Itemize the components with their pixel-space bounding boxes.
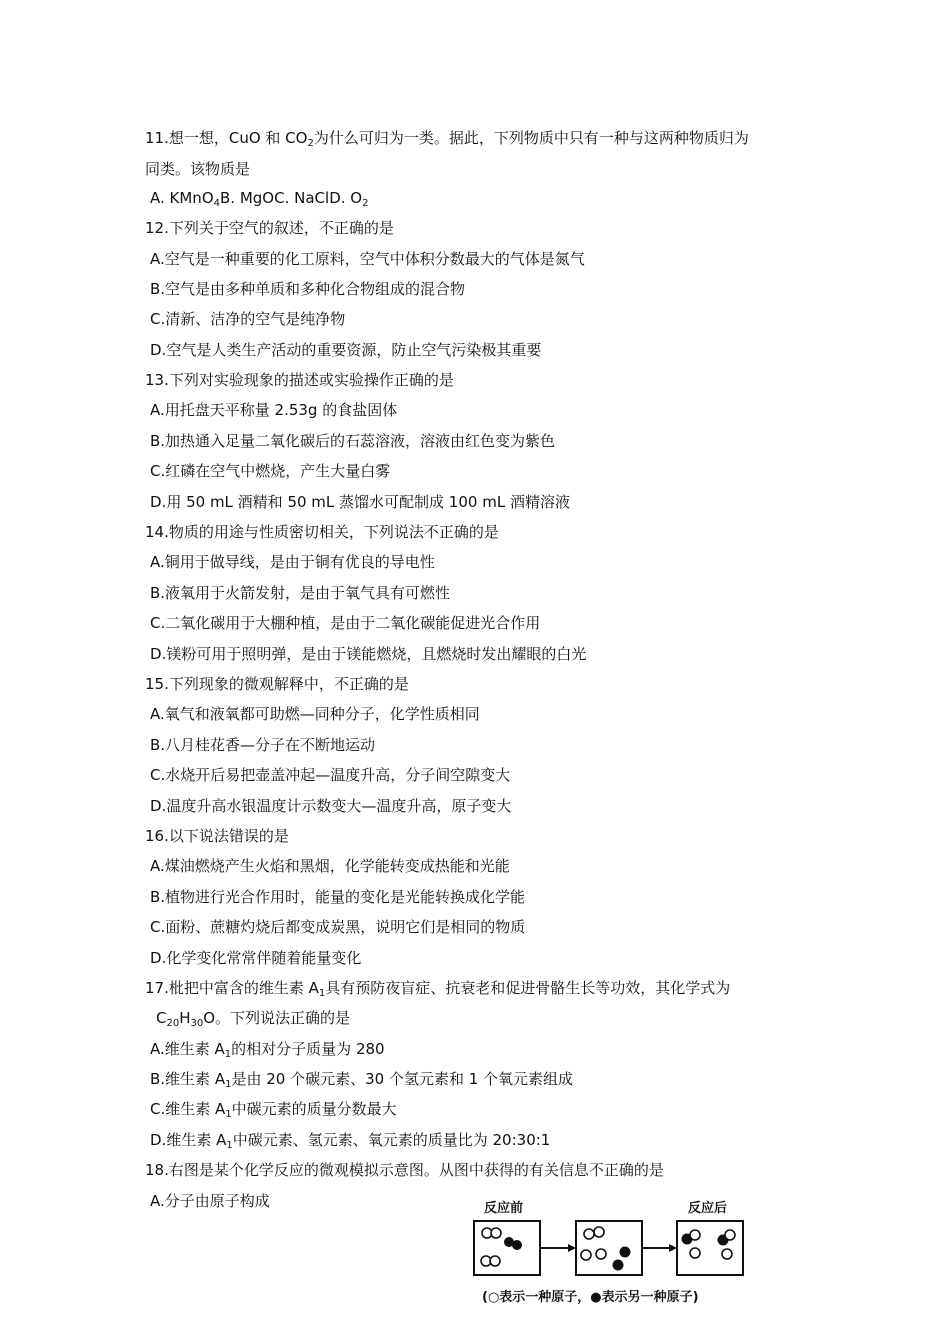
q11-options [150, 188, 368, 208]
molecule-black-pair [504, 1237, 522, 1250]
q14-option-b: B.液氧用于火箭发射，是由于氧气具有可燃性 [150, 584, 451, 602]
diagram-legend: (○表示一种原子，●表示另一种原子) [482, 1290, 699, 1305]
q17-stem-line1: 17.枇把中富含的维生素 $A_1$具有预防夜盲症、抗衰老和促进骨骼生长等功效，其化学式为 [145, 979, 731, 999]
q15-option-d: D.温度升高水银温度计示数变大—温度升高，原子变大 [150, 797, 512, 815]
atom-white [722, 1249, 732, 1259]
q16-option-d: D.化学变化常常伴随着能量变化 [150, 949, 362, 967]
molecule-product [718, 1230, 736, 1246]
q17-stem-line2: $C_{20}H_{30}O$。下列说法正确的是 [156, 1009, 351, 1029]
q11-option-d: D. $O_2$ [329, 189, 369, 209]
arrow-head [568, 1244, 576, 1252]
atom-white [581, 1250, 591, 1260]
atom-white [594, 1227, 604, 1237]
q16-stem: 16.以下说法错误的是 [145, 827, 289, 845]
q12-option-b: B.空气是由多种单质和多种化合物组成的混合物 [150, 280, 466, 298]
q17-option-d: D.维生素 $A_1$中碳元素、氢元素、氧元素的质量比为 20:30:1 [150, 1131, 551, 1151]
q17-option-b: B.维生素 $A_1$是由 20 个碳元素、30 个氢元素和 1 个氧元素组成 [150, 1070, 574, 1090]
q14-option-c: C.二氧化碳用于大棚种植，是由于二氧化碳能促进光合作用 [150, 614, 541, 632]
q18-option-a: A.分子由原子构成 [150, 1192, 270, 1210]
molecule-white-pair [482, 1228, 501, 1238]
q15-option-a: A.氧气和液氧都可助燃—同种分子，化学性质相同 [150, 705, 480, 723]
atom-white [596, 1249, 606, 1259]
q12-option-c: C.清新、洁净的空气是纯净物 [150, 310, 346, 328]
atom-black [620, 1247, 631, 1258]
q13-stem: 13.下列对实验现象的描述或实验操作正确的是 [145, 371, 454, 389]
q16-option-a: A.煤油燃烧产生火焰和黑烟，化学能转变成热能和光能 [150, 857, 510, 875]
q13-option-c: C.红磷在空气中燃烧，产生大量白雾 [150, 462, 391, 480]
q17-option-c: C.维生素 $A_1$中碳元素的质量分数最大 [150, 1100, 397, 1120]
q13-option-a: A.用托盘天平称量 2.53g 的食盐固体 [150, 401, 398, 419]
q18-stem: 18.右图是某个化学反应的微观模拟示意图。从图中获得的有关信息不正确的是 [145, 1161, 664, 1179]
label-after: 反应后 [688, 1201, 728, 1216]
q11-option-c: C. NaCl [274, 189, 330, 207]
q15-option-b: B.八月桂花香—分子在不断地运动 [150, 736, 376, 754]
q13-option-b: B.加热通入足量二氧化碳后的石蕊溶液，溶液由红色变为紫色 [150, 432, 556, 450]
atom-black [613, 1260, 624, 1271]
molecule-white-pair [481, 1256, 500, 1266]
q16-option-c: C.面粉、蔗糖灼烧后都变成炭黑，说明它们是相同的物质 [150, 918, 526, 936]
box-after [677, 1221, 743, 1275]
q11-stem-line2: 同类。该物质是 [145, 160, 251, 178]
q11-stem-line1: 11.想一想，CuO 和 $CO_2$为什么可归为一类。据此，下列物质中只有一种与这两种物质归为 [145, 129, 749, 149]
atom-white [584, 1229, 594, 1239]
q12-option-a: A.空气是一种重要的化工原料，空气中体积分数最大的气体是氮气 [150, 250, 585, 268]
molecule-product [682, 1230, 701, 1245]
q15-stem: 15.下列现象的微观解释中，不正确的是 [145, 675, 409, 693]
reaction-diagram [468, 1195, 758, 1313]
q15-option-c: C.水烧开后易把壶盖冲起—温度升高，分子间空隙变大 [150, 766, 511, 784]
q14-option-a: A.铜用于做导线，是由于铜有优良的导电性 [150, 553, 435, 571]
q14-option-d: D.镁粉可用于照明弹，是由于镁能燃烧，且燃烧时发出耀眼的白光 [150, 645, 587, 663]
q11-option-b: B. MgO [220, 189, 275, 207]
q16-option-b: B.植物进行光合作用时，能量的变化是光能转换成化学能 [150, 888, 526, 906]
arrow-head [669, 1244, 677, 1252]
q17-option-a: A.维生素 $A_1$的相对分子质量为 280 [150, 1040, 385, 1060]
label-before: 反应前 [484, 1201, 524, 1216]
q13-option-d: D.用 50 mL 酒精和 50 mL 蒸馏水可配制成 100 mL 酒精溶液 [150, 493, 570, 511]
q12-stem: 12.下列关于空气的叙述，不正确的是 [145, 219, 394, 237]
atom-white [690, 1248, 700, 1258]
q14-stem: 14.物质的用途与性质密切相关，下列说法不正确的是 [145, 523, 499, 541]
q11-option-a: A. KMnO$_4$ [150, 189, 221, 209]
q12-option-d: D.空气是人类生产活动的重要资源，防止空气污染极其重要 [150, 341, 542, 359]
